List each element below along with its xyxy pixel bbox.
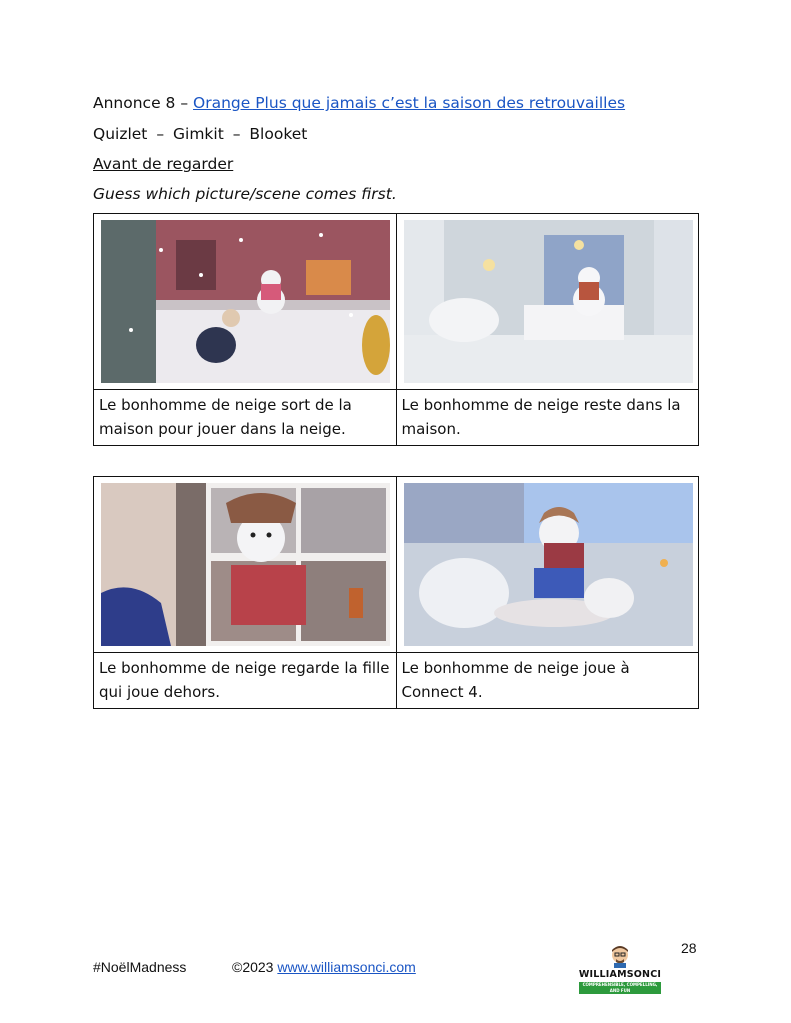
logo-tagline: COMPREHENSIBLE, COMPELLING, AND FUN	[582, 982, 658, 993]
instruction-text: Guess which picture/scene comes first.	[93, 185, 397, 203]
logo-name: WILLIAMSONCI	[578, 969, 662, 980]
connect-four-image	[404, 483, 693, 646]
separator: –	[232, 125, 241, 143]
announcement-prefix: Annonce 8 –	[93, 94, 194, 112]
quizlet-link[interactable]: Quizlet	[93, 125, 148, 143]
gimkit-link[interactable]: Gimkit	[173, 125, 224, 143]
video-link[interactable]: Orange Plus que jamais c’est la saison des retrouvailles	[193, 94, 626, 112]
scene-table-2	[93, 476, 699, 709]
blooket-link[interactable]: Blooket	[249, 125, 308, 143]
logo-tagline-bar	[579, 982, 661, 994]
snow-street-image	[101, 220, 390, 383]
copyright-text: ©2023	[232, 959, 278, 975]
caption-cell: Le bonhomme de neige regarde la fille qui joue dehors.	[94, 653, 397, 709]
image-cell	[396, 214, 699, 390]
hashtag: #NoëlMadness	[93, 959, 187, 975]
image-cell	[94, 214, 397, 390]
announcement-title	[93, 94, 625, 112]
scene-table-1	[93, 213, 699, 446]
image-cell	[396, 477, 699, 653]
tools-line	[93, 125, 307, 143]
website-link[interactable]: www.williamsonci.com	[277, 959, 416, 975]
williamsonci-logo	[577, 944, 663, 996]
caption-cell: Le bonhomme de neige sort de la maison pour jouer dans la neige.	[94, 390, 397, 446]
image-cell	[94, 477, 397, 653]
window-snowman-image	[101, 483, 390, 646]
separator: –	[156, 125, 165, 143]
avatar-icon	[608, 944, 632, 968]
snowy-living-room-image	[404, 220, 693, 383]
section-heading: Avant de regarder	[93, 155, 234, 173]
caption-cell: Le bonhomme de neige joue à Connect 4.	[396, 653, 699, 709]
copyright	[232, 959, 416, 975]
caption-cell: Le bonhomme de neige reste dans la maison.	[396, 390, 699, 446]
page-number: 28	[681, 940, 697, 956]
